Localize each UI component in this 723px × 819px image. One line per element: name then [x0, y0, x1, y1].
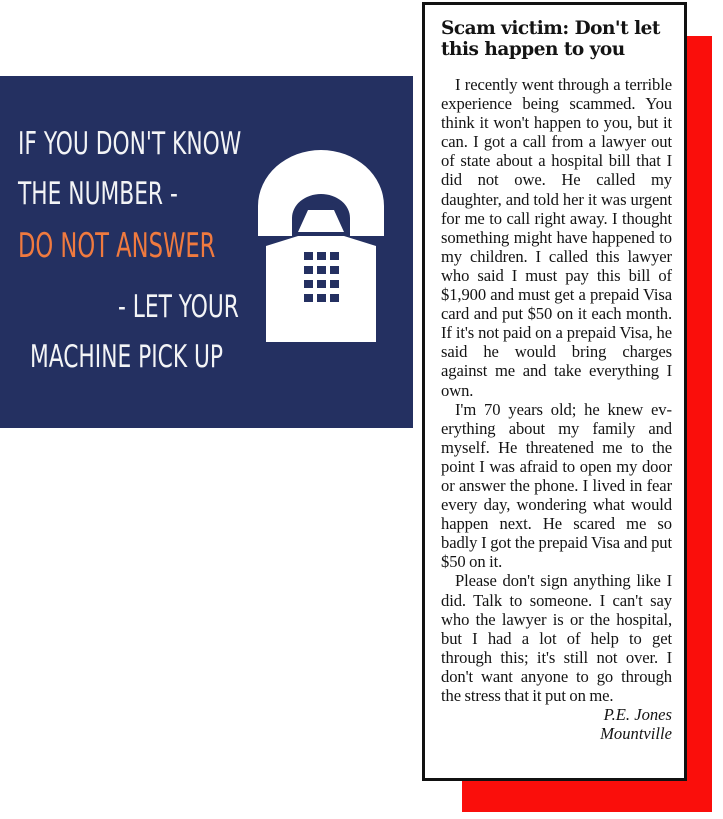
letter-paragraph: I recently went through a terrible experience being scammed. You think it won't happen to you, but it can. I got a call from a lawyer out of state about a hospital bill that I did not owe. He called my daughter, and told her it was urgent for me to call right away. I thought something might have happened to my children. I called this lawyer who said I must pay this bill of $1,900 and must get a prepaid Visa card and put $50 on it each month. If it's not paid on a prepaid Visa, he said he would bring charges against me and take everything I own.	[441, 75, 672, 400]
poster-line-5: MACHINE PICK UP	[30, 339, 224, 375]
letter-title: Scam victim: Don't let this happen to you	[441, 18, 660, 60]
poster-line-do-not-answer: DO NOT ANSWER	[18, 226, 216, 266]
letter-body	[441, 75, 672, 705]
letter-paragraph: I'm 70 years old; he knew everything about my family and myself. He threatened me to the point I was afraid to open my door or answer the phone. I lived in fear every day, wondering what would happen next. He scared me so badly I got the prepaid Visa and put $50 on it.	[441, 399, 672, 572]
telephone-icon	[246, 128, 396, 348]
scam-warning-poster	[0, 76, 413, 428]
letter-paragraph: Please don't sign anything like I did. Talk to someone. I can't say who the lawyer is or the hospital, but I had a lot of help to get through this; it's still not over. I don't want anyone to go through the stress that it put on me.	[441, 571, 672, 705]
poster-line-4: - LET YOUR	[118, 289, 239, 325]
signature-place: Mountville	[600, 724, 672, 744]
signature-name: P.E. Jones	[603, 705, 672, 725]
letter-to-editor	[422, 2, 687, 781]
poster-line-1: IF YOU DON'T KNOW	[18, 126, 242, 162]
poster-line-2: THE NUMBER -	[18, 176, 178, 212]
